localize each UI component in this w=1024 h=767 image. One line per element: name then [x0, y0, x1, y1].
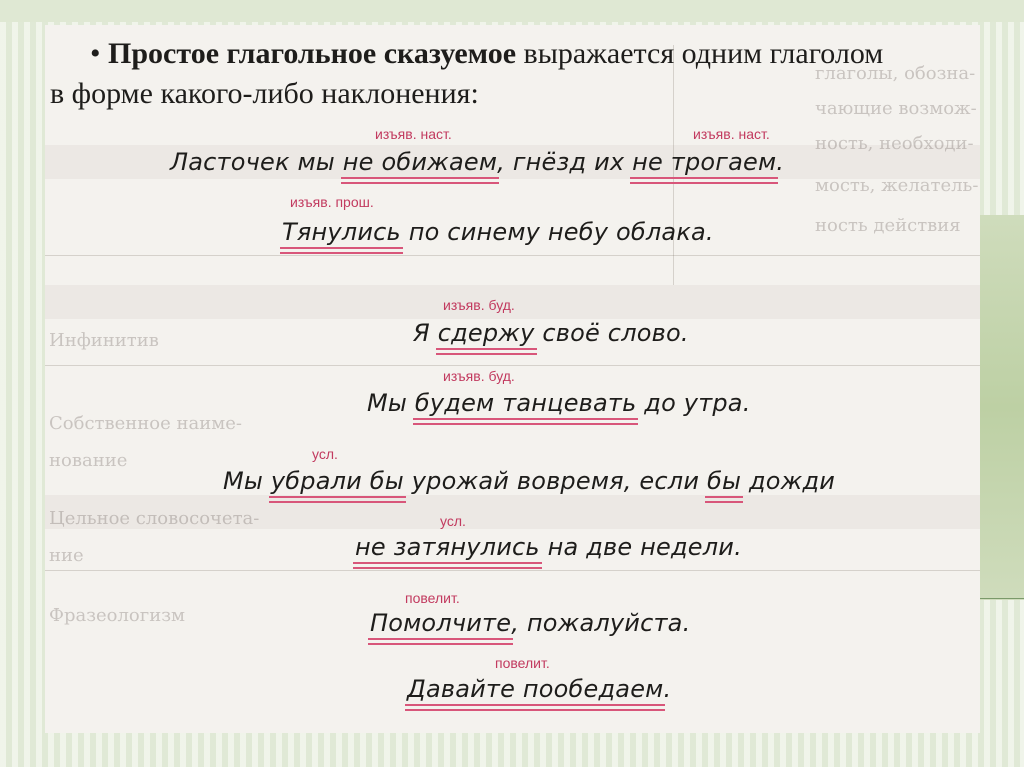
predicate: убрали бы — [270, 467, 404, 495]
predicate: не обижаем — [342, 148, 498, 176]
mood-tag: повелит. — [495, 655, 550, 671]
example-sentence — [355, 533, 742, 561]
ghost-rule — [45, 255, 980, 256]
sentence-text: , пожалуйста. — [511, 609, 691, 637]
rule-line-1 — [90, 37, 883, 71]
mood-tag: повелит. — [405, 590, 460, 606]
mood-tag: усл. — [312, 446, 338, 462]
sentence-text: Мы — [223, 467, 271, 495]
predicate: будем танцевать — [414, 389, 637, 417]
sentence-text: Мы — [367, 389, 415, 417]
predicate: сдержу — [437, 319, 535, 347]
ghost-rule — [45, 570, 980, 571]
mood-tag: изъяв. наст. — [375, 126, 452, 142]
sentence-text: . — [776, 148, 785, 176]
sentence-text: . — [663, 675, 672, 703]
mood-tag: усл. — [440, 513, 466, 529]
sentence-text: до утра. — [636, 389, 751, 417]
ghost-text: Инфинитив — [49, 330, 159, 351]
ghost-text: мость, желатель- — [815, 175, 979, 196]
example-sentence — [370, 609, 690, 637]
ghost-text: нование — [49, 450, 128, 471]
rule-text: выражается одним глаголом — [516, 37, 884, 70]
predicate: Давайте пообедаем — [407, 675, 664, 703]
slide-top-band — [0, 0, 1024, 22]
predicate: Тянулись — [282, 218, 401, 246]
example-sentence — [407, 675, 671, 703]
mood-tag: изъяв. буд. — [443, 297, 515, 313]
rule-line-2: в форме какого-либо наклонения: — [50, 77, 479, 110]
predicate: не затянулись — [355, 533, 540, 561]
mood-tag: изъяв. буд. — [443, 368, 515, 384]
mood-tag: изъяв. прош. — [290, 194, 374, 210]
sentence-text: своё слово. — [534, 319, 689, 347]
slide-decor-line — [980, 598, 1024, 599]
example-sentence — [367, 389, 751, 417]
example-sentence — [223, 467, 835, 495]
sentence-text: Ласточек мы — [170, 148, 343, 176]
ghost-text: ность действия — [815, 215, 961, 236]
term-bold: Простое глагольное сказуемое — [108, 37, 517, 70]
sentence-text: урожай вовремя, если — [403, 467, 707, 495]
sentence-text: по синему небу облака. — [400, 218, 714, 246]
ghost-text: чающие возмож- — [815, 98, 977, 119]
predicate: Помолчите — [370, 609, 512, 637]
example-sentence — [282, 218, 714, 246]
sentence-text: Я — [413, 319, 438, 347]
predicate: бы — [706, 467, 742, 495]
example-sentence — [170, 148, 784, 176]
ghost-text: глаголы, обозна- — [815, 63, 976, 84]
sentence-text: на две недели. — [539, 533, 742, 561]
sentence-text: , гнёзд их — [497, 148, 633, 176]
ghost-text: Фразеологизм — [49, 605, 186, 626]
example-sentence — [413, 319, 689, 347]
textbook-scan — [45, 25, 980, 733]
ghost-text: ние — [49, 545, 84, 566]
ghost-text: ность, необходи- — [815, 133, 974, 154]
sentence-text: дожди — [741, 467, 836, 495]
mood-tag: изъяв. наст. — [693, 126, 770, 142]
ghost-rule — [45, 365, 980, 366]
predicate: не трогаем — [632, 148, 777, 176]
bullet: • — [90, 37, 101, 70]
ghost-text: Собственное наиме- — [49, 413, 242, 434]
ghost-text: Цельное словосочета- — [49, 508, 260, 529]
